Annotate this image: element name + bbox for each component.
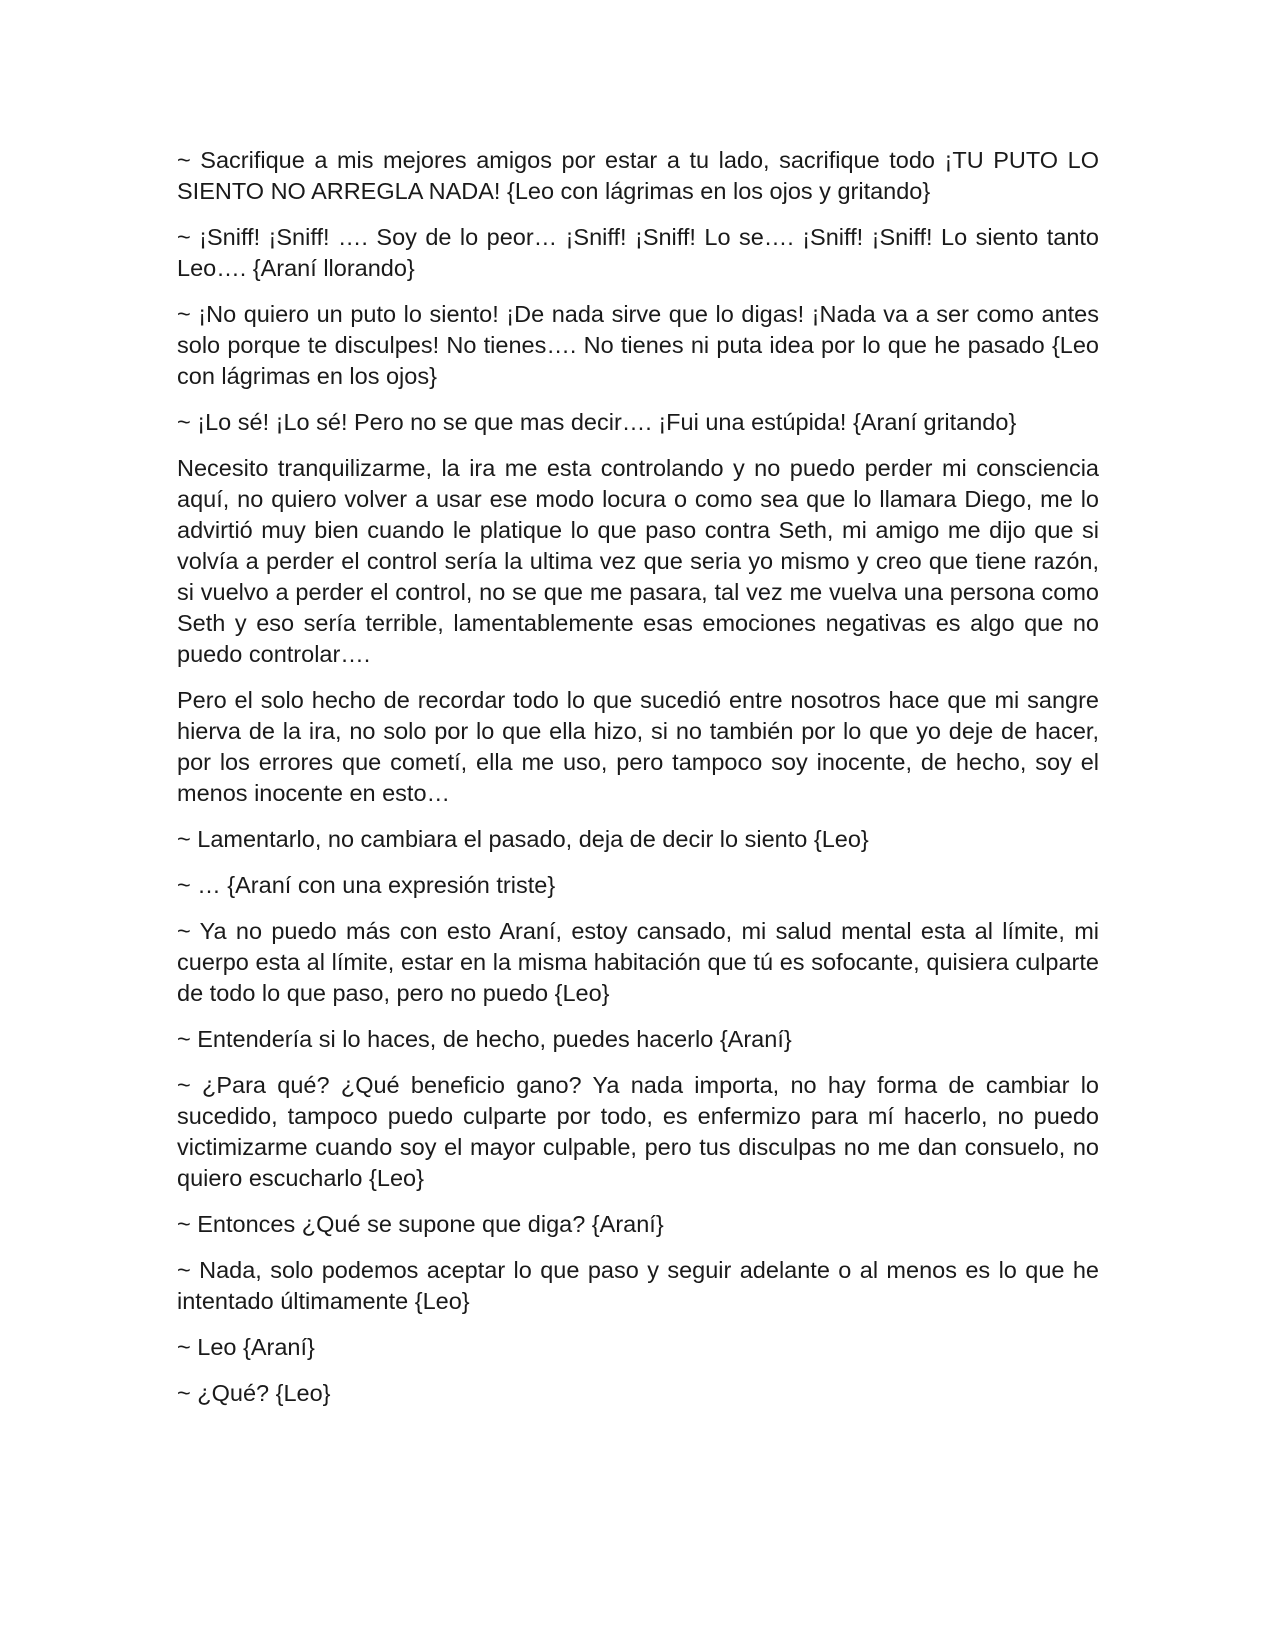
paragraph: ~ ¡Lo sé! ¡Lo sé! Pero no se que mas decir…. ¡Fui una estúpida! {Araní gritando} xyxy=(177,409,1017,435)
paragraph: Necesito tranquilizarme, la ira me esta controlando y no puedo perder mi consciencia aquí, no quiero volver a usar ese modo locura o como sea que lo llamara Diego, me lo advirtió muy bien cuando le platique lo que paso contra Seth, mi amigo me dijo que si volvía a perder el control sería la ultima vez que seria yo mismo y creo que tiene razón, si vuelvo a perder el control, no se que me pasara, tal vez me vuelva una persona como Seth y eso sería terrible, lamentablemente esas emociones negativas es algo que no puedo controlar…. xyxy=(177,455,1099,667)
paragraph: Pero el solo hecho de recordar todo lo que sucedió entre nosotros hace que mi sangre hierva de la ira, no solo por lo que ella hizo, si no también por lo que yo deje de hacer, por los errores que cometí, ella me uso, pero tampoco soy inocente, de hecho, soy el menos inocente en esto… xyxy=(177,687,1099,806)
paragraph: ~ Ya no puedo más con esto Araní, estoy cansado, mi salud mental esta al límite, mi cuerpo esta al límite, estar en la misma habitación que tú es sofocante, quisiera culparte de todo lo que paso, pero no puedo {Leo} xyxy=(177,918,1099,1006)
paragraph: ~ … {Araní con una expresión triste} xyxy=(177,872,556,898)
paragraph: ~ Nada, solo podemos aceptar lo que paso y seguir adelante o al menos es lo que he intentado últimamente {Leo} xyxy=(177,1257,1099,1314)
paragraph: ~ ¡No quiero un puto lo siento! ¡De nada sirve que lo digas! ¡Nada va a ser como antes solo porque te disculpes! No tienes…. No tienes ni puta idea por lo que he pasado {Leo con lágrimas en los ojos} xyxy=(177,301,1099,389)
paragraph: ~ Leo {Araní} xyxy=(177,1334,315,1360)
paragraph: ~ ¿Qué? {Leo} xyxy=(177,1380,331,1406)
paragraph: ~ ¡Sniff! ¡Sniff! …. Soy de lo peor… ¡Sniff! ¡Sniff! Lo se…. ¡Sniff! ¡Sniff! Lo siento tanto Leo…. {Araní llorando} xyxy=(177,224,1099,281)
paragraph: ~ Entonces ¿Qué se supone que diga? {Araní} xyxy=(177,1211,664,1237)
paragraph: ~ Entendería si lo haces, de hecho, puedes hacerlo {Araní} xyxy=(177,1026,792,1052)
paragraph: ~ Sacrifique a mis mejores amigos por estar a tu lado, sacrifique todo ¡TU PUTO LO SIENTO NO ARREGLA NADA! {Leo con lágrimas en los ojos y gritando} xyxy=(177,147,1099,204)
paragraph: ~ Lamentarlo, no cambiara el pasado, deja de decir lo siento {Leo} xyxy=(177,826,869,852)
document-page xyxy=(177,145,1099,1424)
paragraph: ~ ¿Para qué? ¿Qué beneficio gano? Ya nada importa, no hay forma de cambiar lo sucedido, tampoco puedo culparte por todo, es enfermizo para mí hacerlo, no puedo victimizarme cuando soy el mayor culpable, pero tus disculpas no me dan consuelo, no quiero escucharlo {Leo} xyxy=(177,1072,1099,1191)
